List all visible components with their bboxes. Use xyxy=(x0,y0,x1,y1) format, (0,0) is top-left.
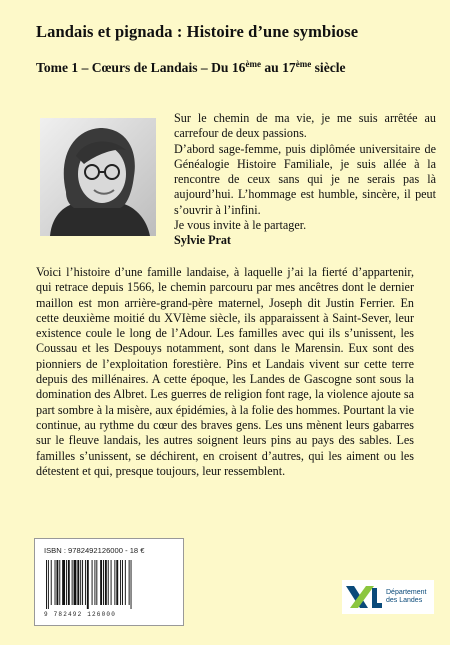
barcode-bar xyxy=(96,560,97,605)
barcode-bar xyxy=(122,560,123,605)
barcode-bar xyxy=(74,560,77,605)
barcode-bar xyxy=(94,560,95,605)
subtitle-suffix: siècle xyxy=(311,60,346,75)
barcode-bar xyxy=(92,560,93,605)
book-title: Landais et pignada : Histoire d’une symbiose xyxy=(36,22,359,41)
barcode-bar xyxy=(46,560,47,609)
publisher-name xyxy=(386,589,426,605)
barcode-bar xyxy=(72,560,73,605)
barcode-bar xyxy=(111,560,112,605)
barcode-bar xyxy=(114,560,115,605)
barcode-bar xyxy=(85,560,86,605)
bio-line-3: Je vous invite à le partager. xyxy=(174,218,307,233)
barcode-block xyxy=(34,538,184,626)
publisher-logo xyxy=(342,580,434,614)
subtitle-sup-1: ème xyxy=(245,59,261,69)
barcode-bar xyxy=(59,560,60,605)
barcode-bar xyxy=(120,560,121,605)
author-bio xyxy=(174,111,436,249)
barcode-bar xyxy=(55,560,56,605)
barcode-bar xyxy=(129,560,130,605)
barcode-bar xyxy=(103,560,104,605)
barcode-bar xyxy=(116,560,118,605)
barcode-bar xyxy=(68,560,70,605)
barcode-icon xyxy=(44,560,176,609)
bio-line-2: D’abord sage-femme, puis diplômée universitaire de Généalogie Histoire Familiale, je suis allée à la rencontre de ceux sans qui je ne serais pas là aujourd’hui. L’hommage est humble, sincère, il peut s’ouvrir à l’infini. xyxy=(174,141,436,217)
isbn-label: ISBN : 9782492126000 - 18 € xyxy=(44,546,145,555)
barcode-bar xyxy=(56,560,58,605)
barcode-bar xyxy=(125,560,126,605)
barcode-bar xyxy=(131,560,132,609)
departement-landes-logo-icon xyxy=(344,582,382,612)
summary-paragraph: Voici l’histoire d’une famille landaise, à laquelle j’ai la fierté d’appartenir, qui retrace depuis 1566, le chemin parcouru par mes ancêtres dont le dernier maillon est mon arrière-grand-père maternel, Joseph dit Justin Ferrier. En cette deuxième moitié du XVIème siècle, ils apparaissent à Saint-Sever, leur existence coule le long de l’Adour. Les familles avec qui ils s’unissent, les Coussau et les Despouys notamment, sont dans le Marensin. Eux sont des pionniers de l’exploitation forestière. Pins et Landais vivent sur cette terre depuis des millénaires. A cette époque, les Landes de Gascogne sont sous la domination des Albret. Les guerres de religion font rage, la violence ajoute sa part sombre à la misère, aux épidémies, à la folie des hommes. Pourtant la vie continue, au rythme du cœur des braves gens. Les uns mènent leurs gabarres sur le fleuve landais, les autres soignent leurs pins au pays des sables. Les familles s’unissent, se déchirent, en croisent d’autres, qui les aiment ou les détestent et qui, presque toujours, leur ressemblent. xyxy=(36,265,414,478)
barcode-bar xyxy=(108,560,109,605)
subtitle-sup-2: ème xyxy=(295,59,312,69)
publisher-line-2: des Landes xyxy=(386,597,423,604)
barcode-bar xyxy=(87,560,89,609)
barcode-bar xyxy=(77,560,79,605)
barcode-bar xyxy=(105,560,107,605)
barcode-digits: 9 782492 126000 xyxy=(44,611,117,618)
barcode-bar xyxy=(62,560,65,605)
book-subtitle xyxy=(36,60,346,76)
bio-line-1: Sur le chemin de ma vie, je me suis arrêtée au carrefour de deux passions. xyxy=(174,111,436,141)
back-cover-summary xyxy=(36,265,414,479)
barcode-bar xyxy=(48,560,49,609)
author-signature: Sylvie Prat xyxy=(174,233,231,248)
author-photo xyxy=(40,118,156,236)
barcode-bar xyxy=(82,560,83,605)
subtitle-prefix: Tome 1 – Cœurs de Landais – Du 16 xyxy=(36,60,246,75)
barcode-bar xyxy=(66,560,67,605)
barcode-bar xyxy=(100,560,102,605)
publisher-line-1: Département xyxy=(386,589,427,596)
barcode-bar xyxy=(51,560,52,605)
barcode-bar xyxy=(80,560,81,605)
subtitle-middle: au 17 xyxy=(260,60,296,75)
